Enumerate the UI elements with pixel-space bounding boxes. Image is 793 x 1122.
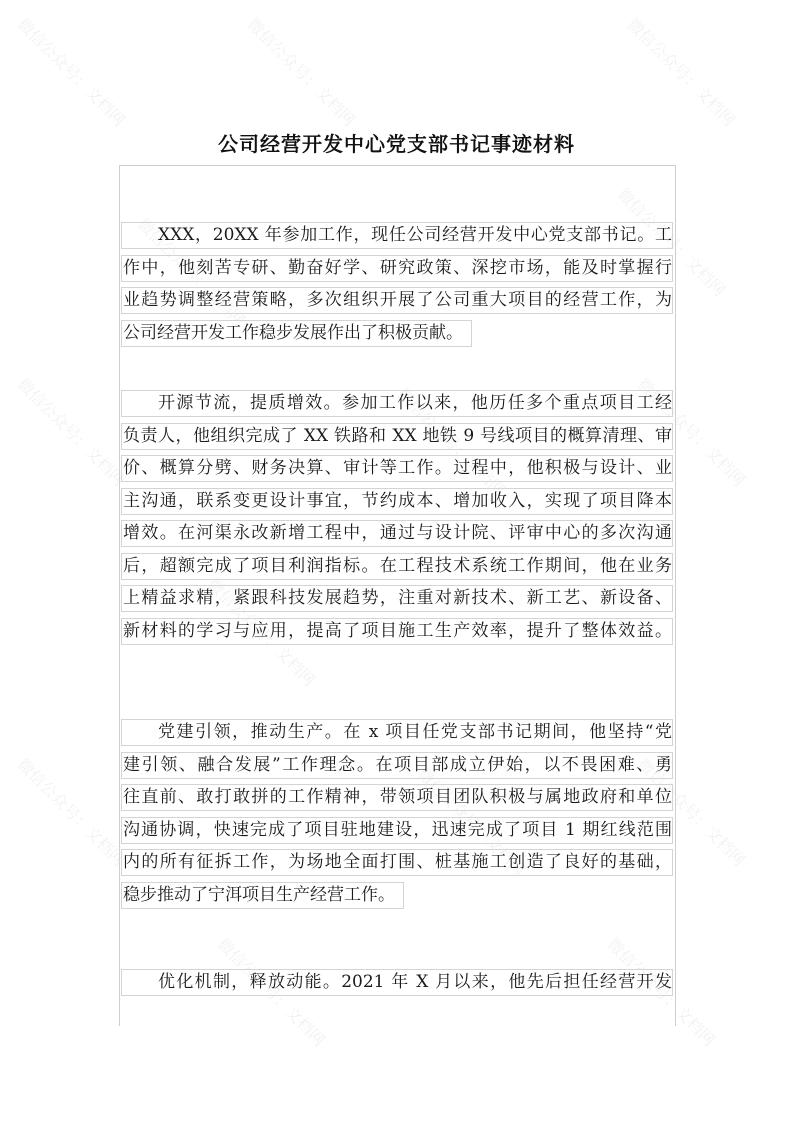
watermark: 微信公众号：文档网 [13, 14, 129, 130]
watermark: 微信公众号：文档网 [633, 754, 749, 870]
text-line: 业趋势调整经营策略，多次组织开展了公司重大项目的经营工作，为 [121, 287, 673, 314]
text-line: 优化机制，释放动能。2021 年 X 月以来，他先后担任经营开发 [121, 969, 673, 996]
paragraph [121, 969, 673, 1002]
text-line: 上精益求精，紧跟科技发展趋势，注重对新技术、新工艺、新设备、 [121, 585, 673, 612]
watermark: 微信公众号：文档网 [603, 934, 719, 1050]
paragraph [121, 390, 673, 650]
watermark: 微信公众号：文档网 [13, 374, 129, 490]
text-line: 价、概算分劈、财务决算、审计等工作。过程中，他积极与设计、业 [121, 455, 673, 482]
watermark: 微信公众号：文档网 [13, 754, 129, 870]
text-line: 主沟通，联系变更设计事宜，节约成本、增加收入，实现了项目降本 [121, 488, 673, 515]
paragraph [121, 719, 673, 914]
watermark: 微信公众号：文档网 [623, 14, 739, 130]
document-title: 公司经营开发中心党支部书记事迹材料 [218, 132, 575, 156]
text-line: 往直前、敢打敢拼的工作精神，带领项目团队积极与属地政府和单位 [121, 784, 673, 811]
text-line: 负责人，他组织完成了 XX 铁路和 XX 地铁 9 号线项目的概算清理、审 [121, 423, 673, 450]
text-line: XXX，20XX 年参加工作，现任公司经营开发中心党支部书记。工 [121, 222, 673, 249]
text-line: 公司经营开发工作稳步发展作出了积极贡献。 [121, 320, 472, 347]
watermark: 微信公众号：文档网 [413, 764, 529, 880]
watermark: 微信公众号：文档网 [633, 374, 749, 490]
text-line: 后，超额完成了项目利润指标。在工程技术系统工作期间，他在业务 [121, 553, 673, 580]
text-line: 作中，他刻苦专研、勤奋好学、研究政策、深挖市场，能及时掌握行 [121, 255, 673, 282]
text-line: 内的所有征拆工作，为场地全面打围、桩基施工创造了良好的基础， [121, 849, 673, 876]
text-line: 建引领、融合发展”工作理念。在项目部成立伊始，以不畏困难、勇 [121, 752, 673, 779]
text-line: 党建引领，推动生产。在 x 项目任党支部书记期间，他坚持“党 [121, 719, 673, 746]
text-line: 新材料的学习与应用，提高了项目施工生产效率，提升了整体效益。 [121, 618, 673, 645]
paragraph [121, 222, 673, 352]
watermark: 微信公众号：文档网 [243, 14, 359, 130]
watermark: 微信公众号：文档网 [203, 574, 319, 690]
text-line: 稳步推动了宁洱项目生产经营工作。 [121, 882, 404, 909]
text-line: 增效。在河渠永改新增工程中，通过与设计院、评审中心的多次沟通 [121, 520, 673, 547]
watermark: 微信公众号：文档网 [133, 214, 249, 330]
text-line: 开源节流，提质增效。参加工作以来，他历任多个重点项目工经 [121, 390, 673, 417]
watermark: 微信公众号：文档网 [613, 184, 729, 300]
text-line: 沟通协调，快速完成了项目驻地建设，迅速完成了项目 1 期红线范围 [121, 817, 673, 844]
watermark: 微信公众号：文档网 [393, 384, 509, 500]
watermark: 微信公众号：文档网 [213, 934, 329, 1050]
